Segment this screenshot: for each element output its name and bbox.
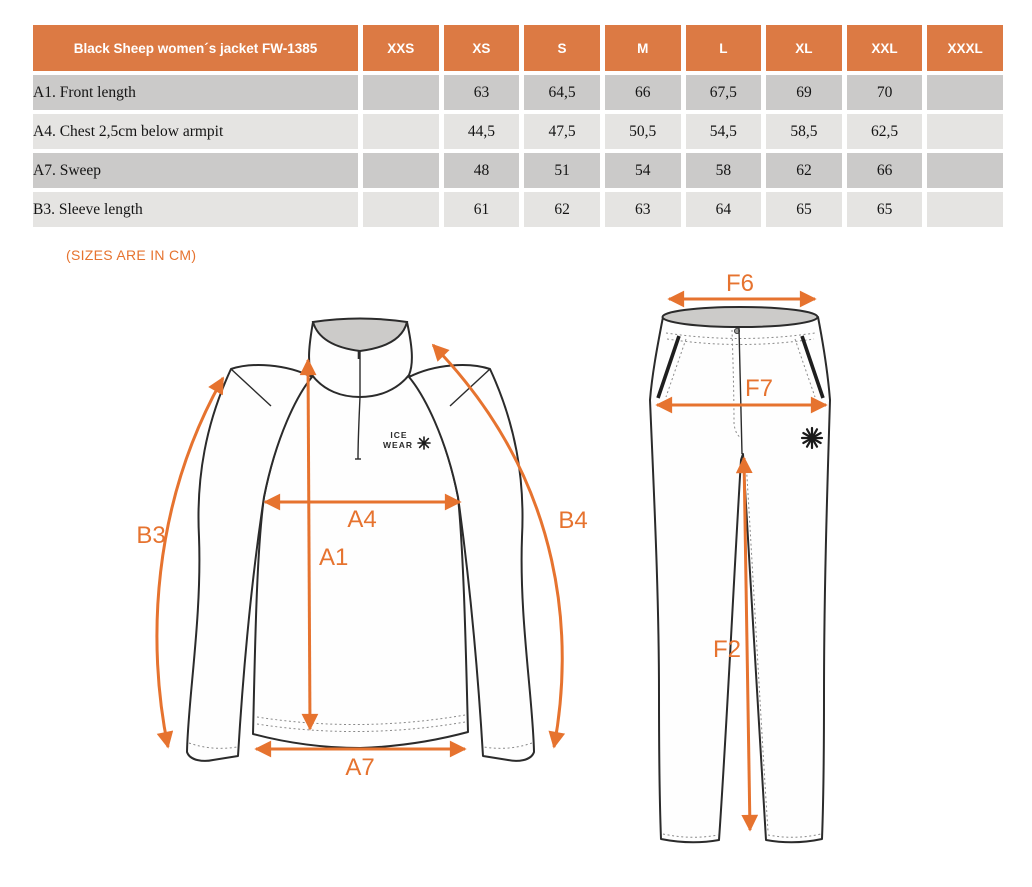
measurement-value: 65	[766, 192, 842, 227]
measurement-value: 66	[605, 75, 681, 110]
measurement-value: 62,5	[847, 114, 923, 149]
sizes-note: (SIZES ARE IN CM)	[66, 247, 197, 263]
logo-snowflake-icon	[418, 437, 430, 449]
measurement-value	[927, 114, 1003, 149]
jacket-body	[253, 375, 468, 748]
measurement-value: 58	[686, 153, 762, 188]
measurement-value: 70	[847, 75, 923, 110]
measurement-value	[363, 192, 439, 227]
measurement-value: 65	[847, 192, 923, 227]
size-column-header: L	[686, 25, 762, 71]
measurement-value: 62	[524, 192, 600, 227]
a1-label: A1	[319, 544, 349, 571]
a1-arrow	[308, 360, 310, 729]
size-column-header: S	[524, 25, 600, 71]
measurement-value: 51	[524, 153, 600, 188]
measurement-row	[33, 192, 1003, 227]
measurement-diagrams	[0, 265, 1032, 887]
size-column-header: XXS	[363, 25, 439, 71]
size-table	[28, 21, 1008, 231]
pants-waist-opening	[663, 307, 818, 327]
measurement-row	[33, 153, 1003, 188]
size-column-header: XXXL	[927, 25, 1003, 71]
a7-label: A7	[345, 754, 375, 781]
measurement-value: 66	[847, 153, 923, 188]
measurement-label: B3. Sleeve length	[33, 192, 358, 227]
size-column-header: XL	[766, 25, 842, 71]
measurement-label: A4. Chest 2,5cm below armpit	[33, 114, 358, 149]
measurement-value	[927, 75, 1003, 110]
measurement-value	[363, 153, 439, 188]
size-table-header-row	[33, 25, 1003, 71]
measurement-value: 54	[605, 153, 681, 188]
measurement-value: 61	[444, 192, 520, 227]
measurement-label: A1. Front length	[33, 75, 358, 110]
icewear-logo-text: WEAR	[383, 440, 413, 450]
measurement-value: 50,5	[605, 114, 681, 149]
measurement-value: 63	[605, 192, 681, 227]
measurement-row	[33, 75, 1003, 110]
measurement-value: 64,5	[524, 75, 600, 110]
measurement-value: 69	[766, 75, 842, 110]
size-column-header: XS	[444, 25, 520, 71]
f2-label: F2	[712, 636, 741, 663]
table-title: Black Sheep women´s jacket FW-1385	[33, 25, 358, 71]
measurement-value: 48	[444, 153, 520, 188]
size-table-body	[33, 75, 1003, 227]
b4-label: B4	[558, 507, 588, 534]
pants-diagram	[650, 270, 830, 842]
measurement-value: 47,5	[524, 114, 600, 149]
measurement-value	[927, 192, 1003, 227]
b3-label: B3	[136, 522, 166, 549]
f7-label: F7	[744, 375, 774, 402]
measurement-value: 54,5	[686, 114, 762, 149]
measurement-value: 67,5	[686, 75, 762, 110]
f6-label: F6	[725, 270, 755, 297]
jacket-diagram	[136, 319, 587, 782]
measurement-label: A7. Sweep	[33, 153, 358, 188]
size-column-header: M	[605, 25, 681, 71]
size-column-header: XXL	[847, 25, 923, 71]
measurement-value	[363, 114, 439, 149]
measurement-value: 63	[444, 75, 520, 110]
measurement-value: 58,5	[766, 114, 842, 149]
icewear-logo-text: ICE	[390, 430, 408, 440]
measurement-value: 64	[686, 192, 762, 227]
a4-label: A4	[347, 506, 377, 533]
measurement-value: 44,5	[444, 114, 520, 149]
measurement-row	[33, 114, 1003, 149]
measurement-value	[363, 75, 439, 110]
measurement-value	[927, 153, 1003, 188]
measurement-value: 62	[766, 153, 842, 188]
